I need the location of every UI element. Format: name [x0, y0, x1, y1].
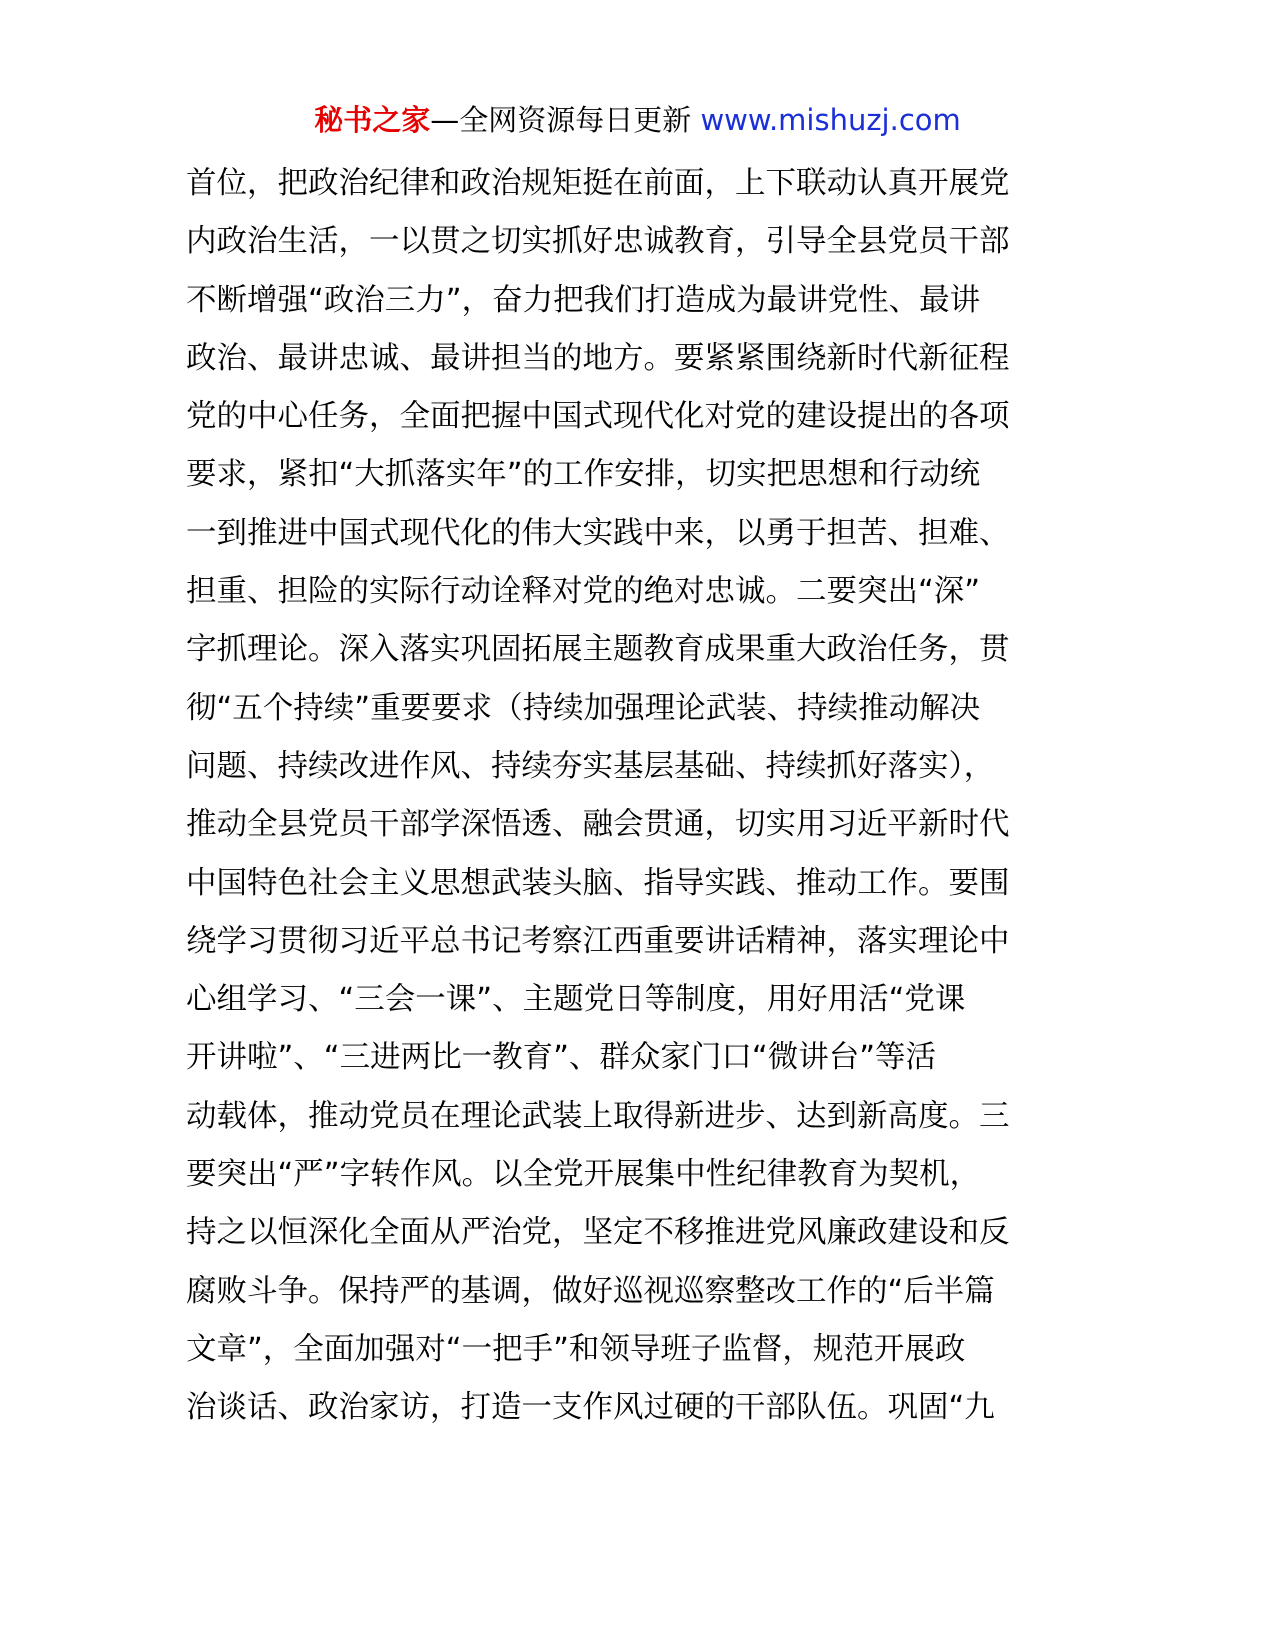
text-line: 内政治生活，一以贯之切实抓好忠诚教育，引导全县党员干部: [186, 224, 1010, 260]
text-line: 要求，紧扣“大抓落实年”的工作安排，切实把思想和行动统: [186, 457, 981, 493]
header-tagline: —全网资源每日更新: [430, 103, 692, 137]
text-line: 中国特色社会主义思想武装头脑、指导实践、推动工作。要围: [186, 865, 1010, 901]
text-line: 治谈话、政治家访，打造一支作风过硬的干部队伍。巩固“九: [186, 1390, 995, 1426]
text-line: 彻“五个持续”重要要求（持续加强理论武装、持续推动解决: [186, 690, 981, 726]
text-line: 文章”，全面加强对“一把手”和领导班子监督，规范开展政: [186, 1331, 966, 1367]
text-line: 担重、担险的实际行动诠释对党的绝对忠诚。二要突出“深”: [186, 574, 981, 610]
text-line: 要突出“严”字转作风。以全党开展集中性纪律教育为契机，: [186, 1157, 981, 1193]
text-line: 推动全县党员干部学深悟透、融会贯通，切实用习近平新时代: [186, 807, 1010, 843]
text-line: 动载体，推动党员在理论武装上取得新进步、达到新高度。三: [186, 1098, 1010, 1134]
text-line: 开讲啦”、“三进两比一教育”、群众家门口“微讲台”等活: [186, 1040, 937, 1076]
text-line: 绕学习贯彻习近平总书记考察江西重要讲话精神，落实理论中: [186, 923, 1010, 959]
site-url-link[interactable]: www.mishuzj.com: [700, 103, 961, 137]
brand-name: 秘书之家: [314, 103, 431, 137]
text-line: 问题、持续改进作风、持续夯实基层基础、持续抓好落实），: [186, 748, 995, 784]
text-line: 不断增强“政治三力”，奋力把我们打造成为最讲党性、最讲: [186, 282, 981, 318]
text-line: 腐败斗争。保持严的基调，做好巡视巡察整改工作的“后半篇: [186, 1273, 995, 1309]
body-text: [186, 155, 1086, 1438]
text-line: 字抓理论。深入落实巩固拓展主题教育成果重大政治任务，贯: [186, 632, 1010, 668]
site-header: [0, 100, 1275, 140]
text-line: 政治、最讲忠诚、最讲担当的地方。要紧紧围绕新时代新征程: [186, 340, 1010, 376]
text-line: 一到推进中国式现代化的伟大实践中来，以勇于担苦、担难、: [186, 515, 1010, 551]
text-line: 心组学习、“三会一课”、主题党日等制度，用好用活“党课: [186, 982, 966, 1018]
text-line: 持之以恒深化全面从严治党，坚定不移推进党风廉政建设和反: [186, 1215, 1010, 1251]
text-line: 首位，把政治纪律和政治规矩挺在前面，上下联动认真开展党: [186, 166, 1010, 201]
text-line: 党的中心任务，全面把握中国式现代化对党的建设提出的各项: [186, 399, 1010, 435]
